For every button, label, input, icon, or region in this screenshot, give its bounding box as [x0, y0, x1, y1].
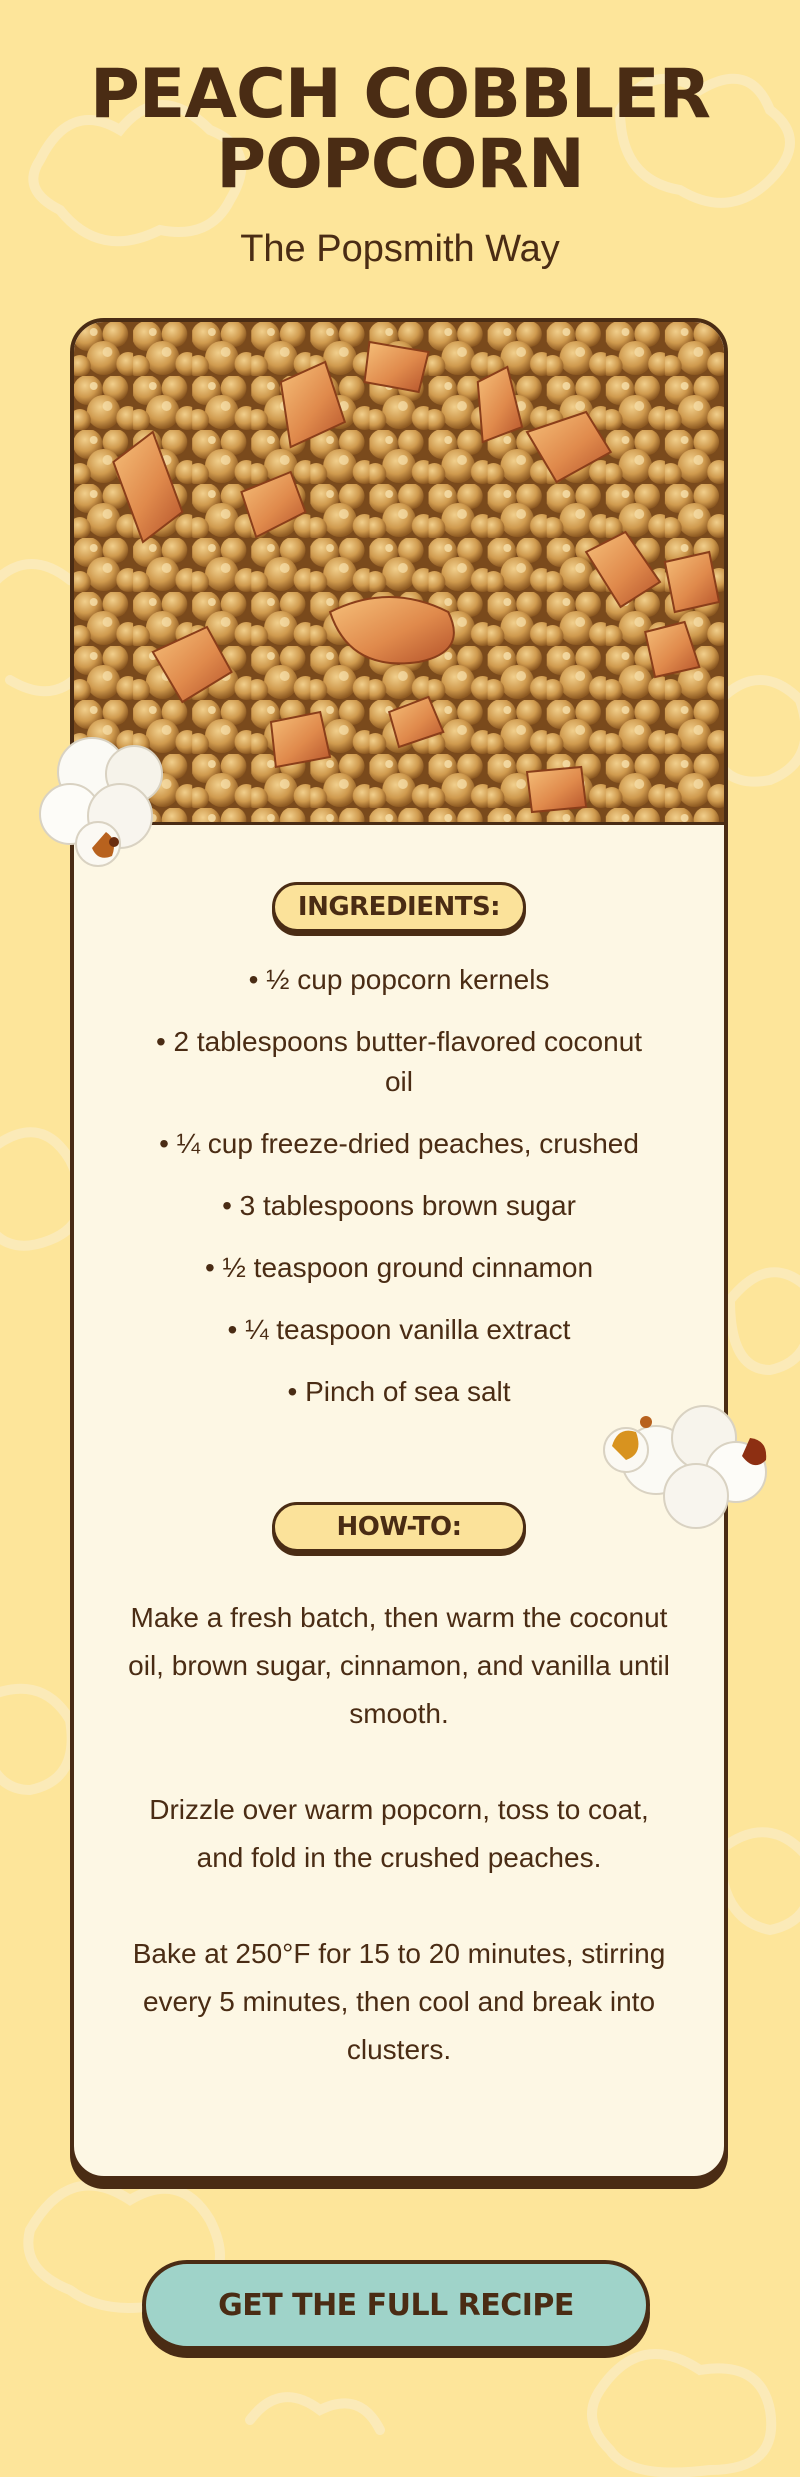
ingredients-list	[114, 960, 684, 1434]
howto-step: Drizzle over warm popcorn, toss to coat, and fold in the crushed peaches.	[149, 1794, 649, 1873]
howto-step: Bake at 250°F for 15 to 20 minutes, stirring every 5 minutes, then cool and break into clusters.	[132, 1938, 666, 2065]
howto-heading: HOW-TO:	[272, 1502, 526, 1552]
ingredient-item: • 2 tablespoons butter-flavored coconut oil	[155, 1026, 643, 1097]
ingredient-item: • ½ teaspoon ground cinnamon	[204, 1252, 594, 1283]
howto-step: Make a fresh batch, then warm the coconut oil, brown sugar, cinnamon, and vanilla until smooth.	[128, 1602, 670, 1729]
ingredient-item: • ¼ cup freeze-dried peaches, crushed	[159, 1128, 639, 1159]
ingredients-heading: INGREDIENTS:	[272, 882, 526, 932]
popcorn-kernel-icon	[22, 712, 192, 882]
ingredient-item: • 3 tablespoons brown sugar	[222, 1190, 576, 1221]
page-subtitle: The Popsmith Way	[240, 228, 560, 270]
page-header	[0, 55, 800, 271]
page-title: PEACH COBBLER POPCORN	[90, 55, 710, 204]
get-full-recipe-button[interactable]: GET THE FULL RECIPE	[142, 2260, 650, 2350]
popcorn-kernel-icon	[586, 1380, 786, 1550]
howto-steps	[114, 1594, 684, 2122]
ingredient-item: • Pinch of sea salt	[287, 1376, 511, 1407]
ingredient-item: • ½ cup popcorn kernels	[248, 964, 550, 995]
ingredient-item: • ¼ teaspoon vanilla extract	[227, 1314, 571, 1345]
recipe-card	[70, 318, 728, 2180]
